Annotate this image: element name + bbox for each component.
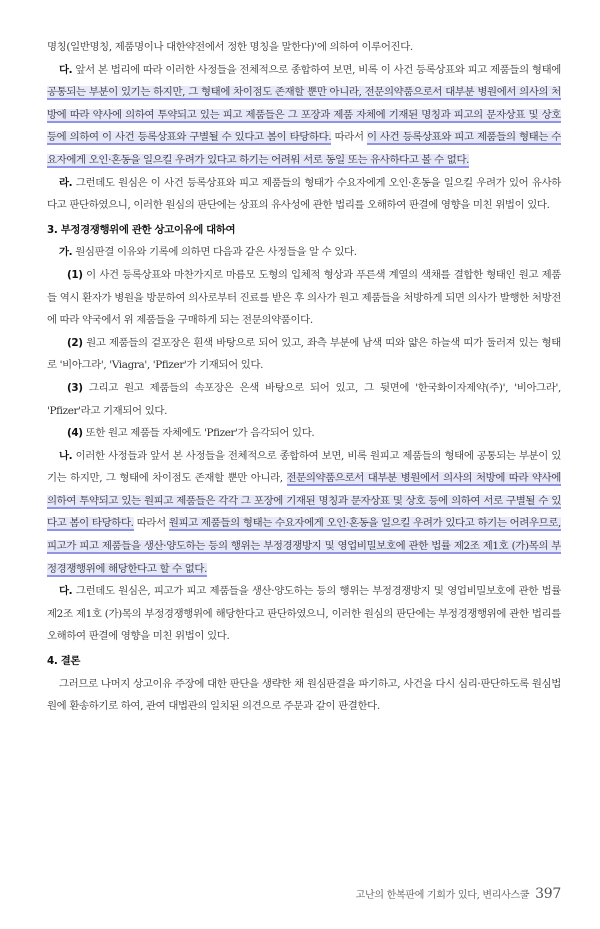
paragraph-continuation: 명칭(일반명칭, 제품명이나 대한약전에서 정한 명칭을 말한다)'에 의하여 이루어진다. — [47, 41, 413, 53]
paragraph-marker: 다. — [59, 63, 73, 76]
body-text: 그리고 원고 제품들의 속포장은 은색 바탕으로 되어 있고, 그 뒷면에 '한국화이자제약(주)', '비아그라', 'Pfizer'라고 기재되어 있다. — [47, 381, 561, 417]
paragraph-da — [47, 59, 561, 172]
paragraph-da-2 — [47, 580, 561, 648]
page-footer — [356, 886, 561, 902]
body-text: 원심판결 이유와 기록에 의하면 다음과 같은 사정들을 알 수 있다. — [72, 246, 357, 259]
list-item-1 — [47, 264, 561, 332]
list-item-4 — [47, 422, 561, 445]
item-marker: (4) — [67, 427, 83, 440]
list-item-3 — [47, 377, 561, 422]
highlighted-text: 원피고 제품들의 형태는 수요자에게 오인·혼동을 일으킬 우려가 있다고 하기는 어려우므로, 피고가 피고 제품들을 생산·양도하는 등의 행위는 부정경쟁방지 및 영업비밀보호에 관한 법률 제2조 제1호 (가)목의 부정경쟁행위에 해당한다고 할 수 없다. — [47, 517, 562, 575]
body-text: 따라서 — [133, 517, 169, 530]
body-text: 원고 제품들의 겉포장은 흰색 바탕으로 되어 있고, 좌측 부분에 남색 띠와 얇은 하늘색 띠가 둘러져 있는 형태로 '비아그라', 'Viagra', 'Pfizer'가 기재되어 있다. — [47, 336, 561, 372]
book-title: 고난의 한복판에 기회가 있다, 변리사스쿨 — [355, 890, 530, 901]
highlighted-text: 전문의약품으로서 대부분 병원에서 의사의 처방에 따라 약사에 의하여 투약되고 있는 원피고 제품들은 각각 그 포장에 기재된 명칭과 문자상표 및 상호 등에 의하여 서로 구별될 수 있다고 봄이 타당하다. — [47, 472, 561, 530]
paragraph-marker: 가. — [59, 246, 73, 259]
body-text: 그런데도 원심은, 피고가 피고 제품들을 생산·양도하는 등의 행위는 부정경쟁방지 및 영업비밀보호에 관한 법률 제2조 제1호 (가)목의 부정경쟁행위에 해당한다고 판단하였으니, 이러한 원심의 판단에는 부정경쟁행위에 관한 법리를 오해하여 판결에 영향을 미친 위법이 있다. — [47, 585, 561, 643]
document-page — [47, 36, 561, 718]
item-marker: (1) — [67, 268, 83, 281]
paragraph-marker: 라. — [59, 176, 73, 189]
paragraph-na — [47, 445, 561, 581]
page-number: 397 — [535, 886, 561, 902]
paragraph-conclusion: 그러므로 나머지 상고이유 주장에 대한 판단을 생략한 채 원심판결을 파기하고, 사건을 다시 심리·판단하도록 원심법원에 환송하기로 하여, 관여 대법관의 일치된 의견으로 주문과 같이 판결한다. — [47, 677, 561, 713]
paragraph-marker: 다. — [59, 585, 73, 598]
highlighted-text: 공통되는 부분이 있기는 하지만, 그 형태에 차이점도 존재할 뿐만 아니라, 전문의약품으로서 대부분 병원에서 의사의 처방에 따라 약사에 의하여 투약되고 있는 피고 제품들은 그 포장과 제품 자체에 기재된 명칭과 피고의 문자상표 및 상호 등에 의하여 이 사건 등록상표와 구별될 수 있다고 봄이 타당하다. — [47, 86, 561, 144]
body-text: 이러한 사정들과 앞서 본 사정들을 전체적으로 종합하여 보면, 비록 원피고 제품들의 형태에 공통되는 부분이 있기는 하지만, 그 형태에 차이점도 존재할 뿐만 아니라, — [47, 449, 561, 485]
section-heading-3: 3. 부정경쟁행위에 관한 상고이유에 대하여 — [47, 223, 236, 236]
body-text: 그런데도 원심은 이 사건 등록상표와 피고 제품들의 형태가 수요자에게 오인·혼동을 일으킬 우려가 있어 유사하다고 판단하였으니, 이러한 원심의 판단에는 상표의 유사성에 관한 법리를 오해하여 판결에 영향을 미친 위법이 있다. — [47, 176, 561, 212]
item-marker: (3) — [67, 381, 83, 394]
body-text: 따라서 — [331, 131, 367, 144]
section-heading-4: 4. 결론 — [47, 655, 81, 668]
body-text: 앞서 본 법리에 따라 이러한 사정들을 전체적으로 종합하여 보면, 비록 이 사건 등록상표와 피고 제품들의 형태에 — [72, 63, 561, 76]
item-marker: (2) — [67, 336, 83, 349]
paragraph-ra — [47, 172, 561, 217]
list-item-2 — [47, 332, 561, 377]
paragraph-ga — [47, 241, 561, 264]
body-text: 또한 원고 제품들 자체에도 'Pfizer'가 음각되어 있다. — [82, 427, 315, 440]
paragraph-marker: 나. — [59, 449, 73, 462]
body-text: 이 사건 등록상표와 마찬가지로 마름모 도형의 입체적 형상과 푸른색 계열의 색채를 결합한 형태인 원고 제품들 역시 환자가 병원을 방문하여 의사로부터 진료를 받은 후 의사가 원고 제품들을 처방하게 되면 의사가 발행한 처방전에 따라 약국에서 위 제품들을 구매하게 되는 전문의약품이다. — [47, 268, 561, 327]
highlighted-text: 이 사건 등록상표와 피고 제품들의 형태는 수요자에게 오인·혼동을 일으킬 우려가 있다고 하기는 어려워 서로 동일 또는 유사하다고 볼 수 없다. — [47, 131, 561, 166]
